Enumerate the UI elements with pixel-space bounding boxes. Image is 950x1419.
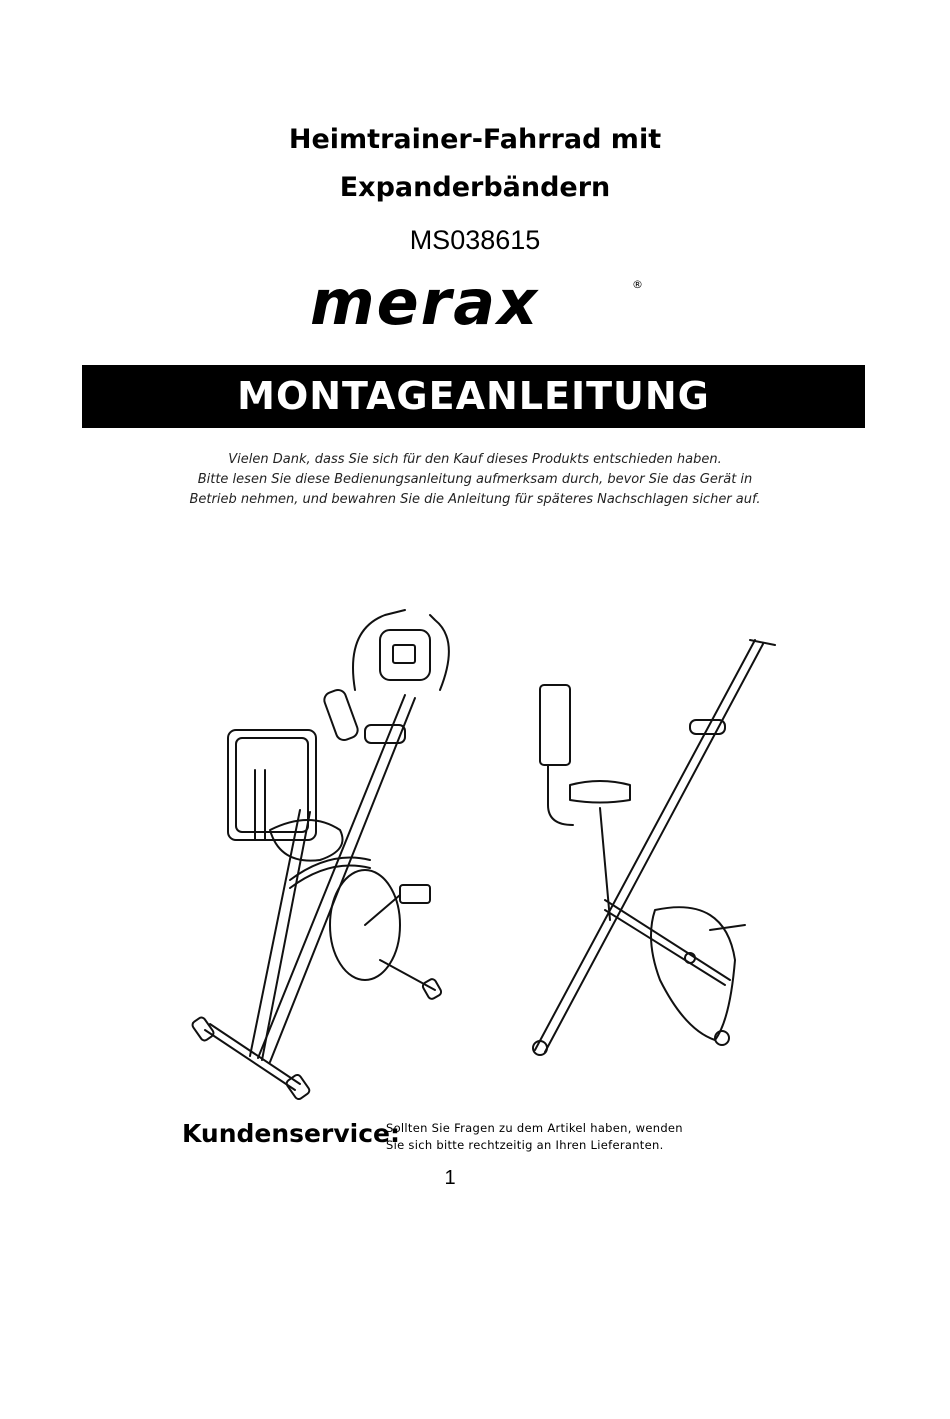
intro-line-3: Betrieb nehmen, und bewahren Sie die Anleitung für späteres Nachschlagen sicher auf. [189, 492, 761, 507]
customer-service-text-line2: Sie sich bitte rechtzeitig an Ihren Lieferanten. [386, 1138, 664, 1152]
customer-service-label: Kundenservice: [182, 1119, 400, 1148]
exercise-bike-illustration [150, 580, 800, 1104]
bike-side-view [533, 640, 775, 1055]
customer-service-text-line1: Sollten Sie Fragen zu dem Artikel haben, wenden [386, 1121, 683, 1135]
merax-logo [306, 272, 646, 336]
logo-wordmark: merax [310, 272, 540, 332]
intro-line-1: Vielen Dank, dass Sie sich für den Kauf dieses Produkts entschieden haben. [228, 452, 722, 467]
document-title-line1: Heimtrainer-Fahrrad mit [288, 124, 662, 155]
assembly-instructions-banner: MONTAGEANLEITUNG [82, 365, 865, 428]
intro-line-2: Bitte lesen Sie diese Bedienungsanleitung aufmerksam durch, bevor Sie das Gerät in [197, 472, 753, 487]
registered-mark: ® [632, 278, 643, 291]
page-number: 1 [444, 1167, 456, 1189]
document-title-line2: Expanderbändern [339, 172, 611, 203]
bike-front-view [191, 610, 449, 1100]
model-number: MS038615 [409, 225, 541, 255]
